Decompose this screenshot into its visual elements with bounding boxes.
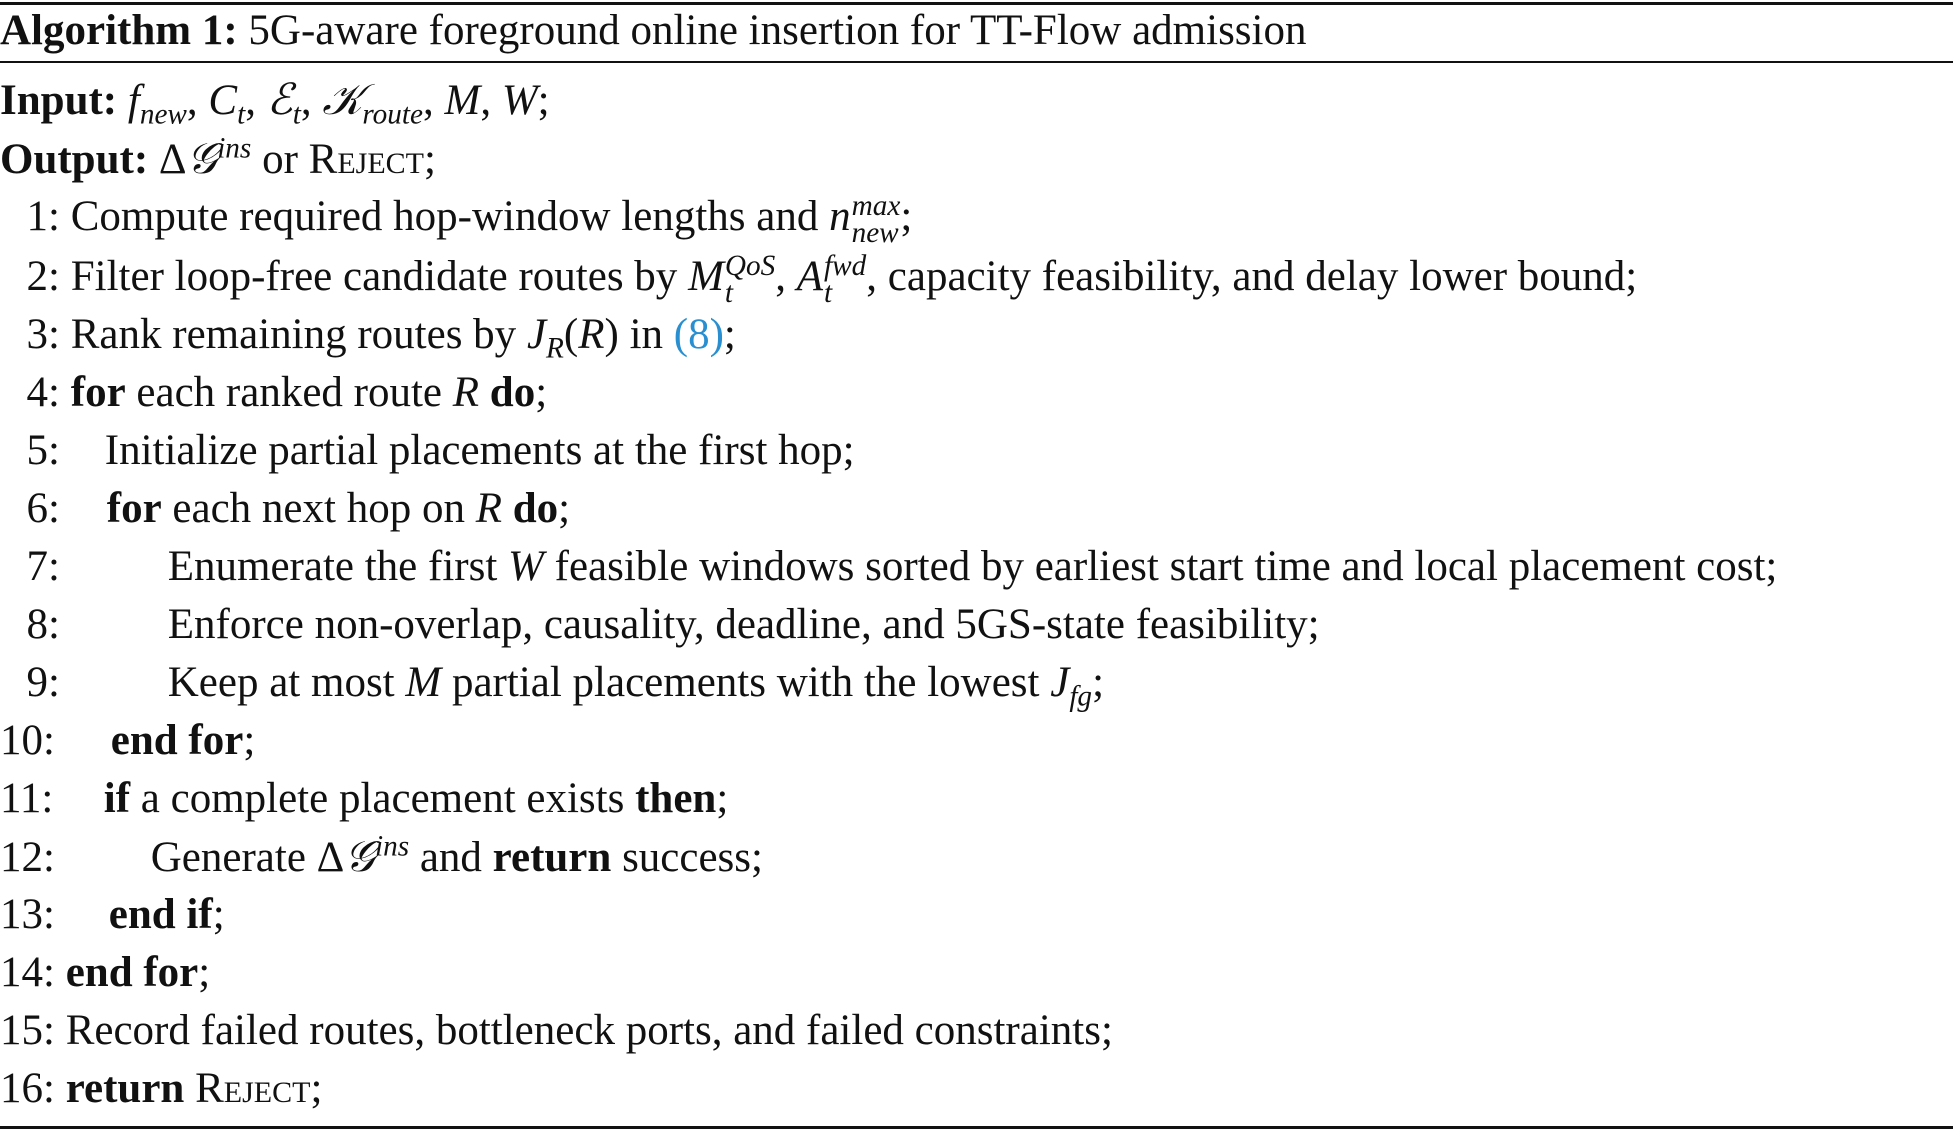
- algo-line-8: [0, 596, 1320, 654]
- algorithm-title: 5G-aware foreground online insertion for TT-Flow admission: [248, 7, 1307, 54]
- line-number: 16:: [0, 1065, 55, 1112]
- algorithm-label: Algorithm 1:: [0, 7, 238, 54]
- input-params: $f_{new}$, $C_t$, ℰ$_t$, 𝒦$_{route}$, M, W;: [127, 75, 550, 131]
- line-text: end for;: [65, 949, 211, 996]
- line-text: return Reject;: [65, 1065, 323, 1112]
- algo-line-4: [0, 364, 547, 422]
- output-or: or: [262, 136, 298, 183]
- line-number: 13:: [0, 891, 55, 938]
- line-number: 8:: [26, 601, 60, 648]
- input-label: Input:: [0, 77, 118, 124]
- line-number: 2:: [26, 253, 60, 300]
- output-label: Output:: [0, 136, 149, 183]
- algo-line-12: [0, 828, 763, 886]
- line-text: Rank remaining routes by $J_R(R)$ in (8);: [70, 311, 736, 365]
- algo-line-13: [0, 886, 225, 944]
- algo-line-9: [0, 654, 1104, 712]
- line-number: 9:: [26, 659, 60, 706]
- line-number: 4:: [26, 369, 60, 416]
- line-text: Initialize partial placements at the first hop;: [104, 427, 855, 474]
- output-line: [0, 130, 436, 188]
- line-text: Record failed routes, bottleneck ports, and failed constraints;: [65, 1007, 1113, 1054]
- line-text: Compute required hop-window lengths and n max new ;: [70, 189, 913, 250]
- line-number: 3:: [26, 311, 60, 358]
- line-text: Enumerate the first W feasible windows sorted by earliest start time and local placement cost;: [167, 543, 1778, 590]
- algo-line-16: [0, 1060, 322, 1118]
- output-delta: Δ𝒢$^{ins}$: [158, 132, 252, 184]
- algo-line-10: [0, 712, 255, 770]
- algo-line-15: [0, 1002, 1113, 1060]
- bottom-rule: [0, 1126, 1953, 1129]
- algo-line-1: [0, 188, 913, 250]
- line-number: 15:: [0, 1007, 55, 1054]
- equation-reference-link[interactable]: (8): [673, 311, 724, 358]
- input-line: [0, 71, 550, 129]
- line-number: 11:: [0, 775, 54, 822]
- caption-rule: [0, 61, 1953, 63]
- line-number: 12:: [0, 834, 55, 881]
- algo-line-14: [0, 944, 210, 1002]
- algorithm-caption: [0, 2, 1306, 60]
- line-text: if a complete placement exists then;: [103, 775, 729, 822]
- algo-line-6: [0, 480, 570, 538]
- line-text: end for;: [110, 717, 256, 764]
- line-number: 6:: [26, 485, 60, 532]
- algo-line-2: [0, 248, 1638, 310]
- algo-line-11: [0, 770, 728, 828]
- line-number: 5:: [26, 427, 60, 474]
- line-text: Keep at most M partial placements with the lowest $J_{fg}$;: [167, 659, 1105, 713]
- line-number: 7:: [26, 543, 60, 590]
- line-text: Enforce non-overlap, causality, deadline, and 5GS-state feasibility;: [167, 601, 1320, 648]
- line-number: 1:: [26, 193, 60, 240]
- algo-line-7: [0, 538, 1777, 596]
- line-text: for each next hop on R do;: [106, 485, 571, 532]
- line-text: Generate Δ𝒢$^{ins}$ and return success;: [150, 830, 763, 882]
- line-text: Filter loop-free candidate routes by M QoS t , A fwd t , capacity feasibility, and delay lower bound;: [70, 249, 1638, 310]
- line-text: end if;: [108, 891, 225, 938]
- line-number: 14:: [0, 949, 55, 996]
- algo-line-3: [0, 306, 736, 364]
- line-text: for each ranked route R do;: [70, 369, 548, 416]
- line-number: 10:: [0, 717, 55, 764]
- algo-line-5: [0, 422, 855, 480]
- output-reject: Reject;: [308, 136, 436, 183]
